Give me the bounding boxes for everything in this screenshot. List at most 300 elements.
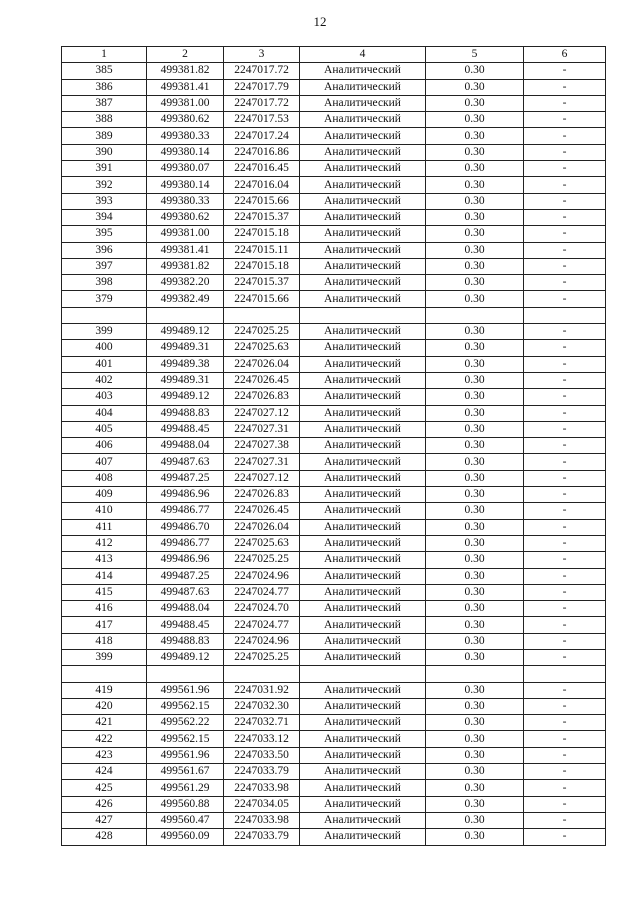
table-cell: 2247026.04 [224,356,300,372]
table-cell: 0.30 [426,633,524,649]
table-cell: - [524,112,606,128]
page-number: 12 [313,14,327,29]
table-cell: 396 [62,242,147,258]
table-cell [62,666,147,682]
table-cell: 499489.12 [147,324,224,340]
table-cell: 2247024.96 [224,568,300,584]
table-row [62,421,606,437]
table-cell: 2247025.63 [224,535,300,551]
table-cell: 499488.83 [147,633,224,649]
table-row [62,307,606,323]
table-cell: 397 [62,258,147,274]
table-cell: Аналитический [300,649,426,665]
table-cell: - [524,324,606,340]
table-cell: 0.30 [426,405,524,421]
table-cell: 386 [62,79,147,95]
table-row [62,633,606,649]
table-cell: - [524,209,606,225]
table-row [62,226,606,242]
table-cell: 405 [62,421,147,437]
table-cell: Аналитический [300,79,426,95]
table-cell: 499489.12 [147,389,224,405]
table-cell: 499380.33 [147,128,224,144]
table-cell: 2247032.30 [224,698,300,714]
table-cell: Аналитический [300,796,426,812]
table-row [62,340,606,356]
table-cell: - [524,421,606,437]
table-cell: 411 [62,519,147,535]
table-cell: 2247033.79 [224,829,300,845]
table-row [62,161,606,177]
table-cell: - [524,128,606,144]
table-cell: 410 [62,503,147,519]
table-cell: Аналитический [300,503,426,519]
table-cell: - [524,487,606,503]
table-cell: 2247025.25 [224,324,300,340]
table-cell: 2247026.83 [224,487,300,503]
table-cell: 400 [62,340,147,356]
table-cell: 412 [62,535,147,551]
table-cell: Аналитический [300,291,426,307]
table-cell: Аналитический [300,226,426,242]
table-cell: 399 [62,649,147,665]
table-cell: 0.30 [426,128,524,144]
table-cell: 0.30 [426,275,524,291]
table-cell [224,666,300,682]
table-cell: Аналитический [300,601,426,617]
table-cell: - [524,275,606,291]
table-row [62,95,606,111]
table-cell: 2247017.79 [224,79,300,95]
table-cell: 499561.29 [147,780,224,796]
table-cell [147,666,224,682]
table-cell: 2247024.77 [224,617,300,633]
table-cell: Аналитический [300,389,426,405]
table-cell [524,307,606,323]
table-cell: 2247031.92 [224,682,300,698]
table-cell: Аналитический [300,747,426,763]
table-cell: Аналитический [300,584,426,600]
table-row [62,209,606,225]
table-cell: 427 [62,812,147,828]
table-cell [147,307,224,323]
table-cell: 2247027.31 [224,454,300,470]
table-cell: 499489.31 [147,340,224,356]
table-cell: 2247024.70 [224,601,300,617]
table-cell: 0.30 [426,812,524,828]
table-row [62,731,606,747]
table-cell: 0.30 [426,454,524,470]
table-cell: Аналитический [300,340,426,356]
table-cell: 406 [62,438,147,454]
table-row [62,698,606,714]
table-cell: 422 [62,731,147,747]
table-row [62,487,606,503]
table-cell: 420 [62,698,147,714]
table-cell: 394 [62,209,147,225]
table-row [62,764,606,780]
table-cell: Аналитический [300,617,426,633]
table-cell: - [524,535,606,551]
table-row [62,258,606,274]
table-cell: 408 [62,470,147,486]
table-cell: 0.30 [426,698,524,714]
table-cell: 2247024.96 [224,633,300,649]
table-cell: Аналитический [300,682,426,698]
table-header-row [62,47,606,63]
table-cell: Аналитический [300,519,426,535]
table-cell: 499561.67 [147,764,224,780]
table-row [62,438,606,454]
table-cell: 499562.15 [147,731,224,747]
table-cell: 499560.88 [147,796,224,812]
table-cell: 390 [62,144,147,160]
table-cell: 403 [62,389,147,405]
table-cell: 413 [62,552,147,568]
table-cell: Аналитический [300,161,426,177]
table-row [62,470,606,486]
table-cell: 2247024.77 [224,584,300,600]
table-cell: 2247015.37 [224,209,300,225]
table-cell: Аналитический [300,112,426,128]
column-header: 5 [426,47,524,63]
table-cell: 499488.45 [147,421,224,437]
table-row [62,193,606,209]
table-cell: - [524,552,606,568]
table-cell: 0.30 [426,291,524,307]
table-cell: 499487.25 [147,568,224,584]
table-cell: 419 [62,682,147,698]
table-cell: 0.30 [426,764,524,780]
table-cell: 426 [62,796,147,812]
table-cell: 0.30 [426,144,524,160]
table-row [62,112,606,128]
table-cell: 392 [62,177,147,193]
table-row [62,796,606,812]
table-row [62,715,606,731]
table-cell: 0.30 [426,258,524,274]
table-cell: 417 [62,617,147,633]
table-cell: 402 [62,372,147,388]
table-row [62,519,606,535]
table-cell: 499488.04 [147,601,224,617]
table-cell: 0.30 [426,715,524,731]
table-cell: 2247015.66 [224,291,300,307]
table-cell: 499487.25 [147,470,224,486]
table-cell: Аналитический [300,128,426,144]
table-cell: 0.30 [426,829,524,845]
table-cell: 0.30 [426,487,524,503]
table-cell: 499561.96 [147,747,224,763]
column-header: 2 [147,47,224,63]
table-cell: 424 [62,764,147,780]
table-cell: 0.30 [426,389,524,405]
table-cell [62,307,147,323]
table-row [62,405,606,421]
table-cell: 407 [62,454,147,470]
table-cell: 0.30 [426,95,524,111]
table-cell: Аналитический [300,258,426,274]
table-cell: 2247016.04 [224,177,300,193]
table-cell: Аналитический [300,764,426,780]
table-cell: 499562.15 [147,698,224,714]
table-cell: Аналитический [300,405,426,421]
table-cell: 499380.14 [147,144,224,160]
table-cell: - [524,470,606,486]
table-cell [426,307,524,323]
table-cell: 2247015.18 [224,226,300,242]
table-row [62,242,606,258]
table-cell: Аналитический [300,633,426,649]
table-cell: Аналитический [300,568,426,584]
table-row [62,535,606,551]
table-cell: 0.30 [426,503,524,519]
table-cell: - [524,584,606,600]
table-cell: - [524,177,606,193]
table-cell: 499560.09 [147,829,224,845]
table-cell: 2247015.37 [224,275,300,291]
table-cell: - [524,79,606,95]
table-cell: 421 [62,715,147,731]
table-row [62,324,606,340]
table-cell: 2247027.12 [224,405,300,421]
table-cell: 2247027.31 [224,421,300,437]
table-cell: 499488.04 [147,438,224,454]
table-cell: - [524,340,606,356]
table-cell: Аналитический [300,535,426,551]
table-cell: 0.30 [426,731,524,747]
table-cell: - [524,454,606,470]
table-cell: 2247017.72 [224,63,300,79]
table-cell: - [524,519,606,535]
table-row [62,63,606,79]
table-row [62,584,606,600]
table-cell: - [524,405,606,421]
table-row [62,144,606,160]
table-cell: 2247016.45 [224,161,300,177]
table-cell: 2247016.86 [224,144,300,160]
table-cell: Аналитический [300,454,426,470]
table-cell: 0.30 [426,649,524,665]
table-cell: Аналитический [300,715,426,731]
table-cell: - [524,161,606,177]
table-cell: 499488.83 [147,405,224,421]
table-cell: - [524,715,606,731]
table-cell: 499381.41 [147,242,224,258]
table-cell: - [524,226,606,242]
table-cell: - [524,438,606,454]
table-cell: Аналитический [300,780,426,796]
table-cell: - [524,617,606,633]
table-cell: 499381.00 [147,95,224,111]
table-cell: 0.30 [426,193,524,209]
table-cell: - [524,812,606,828]
table-row [62,356,606,372]
table-cell: 2247026.04 [224,519,300,535]
table-cell: 0.30 [426,438,524,454]
table-cell: 399 [62,324,147,340]
table-cell: Аналитический [300,829,426,845]
table-cell: Аналитический [300,356,426,372]
table-row [62,389,606,405]
table-cell: 0.30 [426,112,524,128]
column-header: 3 [224,47,300,63]
table-cell: 499486.70 [147,519,224,535]
table-cell: Аналитический [300,438,426,454]
table-cell: 2247025.25 [224,649,300,665]
table-row [62,177,606,193]
table-cell: 0.30 [426,519,524,535]
table-cell: Аналитический [300,242,426,258]
table-row [62,454,606,470]
table-cell: - [524,601,606,617]
table-cell: 0.30 [426,242,524,258]
table-cell: 499561.96 [147,682,224,698]
table-row [62,747,606,763]
table-row [62,552,606,568]
table-cell: 0.30 [426,601,524,617]
table-cell: 0.30 [426,780,524,796]
table-cell: 2247017.72 [224,95,300,111]
coordinates-table [61,46,606,846]
table-cell: 389 [62,128,147,144]
table-cell: 2247015.66 [224,193,300,209]
table-row [62,682,606,698]
column-header: 4 [300,47,426,63]
table-cell: 418 [62,633,147,649]
table-cell: 404 [62,405,147,421]
table-cell: Аналитический [300,812,426,828]
table-cell: 499380.14 [147,177,224,193]
table-cell: Аналитический [300,193,426,209]
table-cell: 391 [62,161,147,177]
table-cell: 423 [62,747,147,763]
table-cell: 499382.49 [147,291,224,307]
table-cell: 0.30 [426,747,524,763]
table-cell: - [524,698,606,714]
table-cell: 499380.33 [147,193,224,209]
table-cell [224,307,300,323]
table-cell: 499486.77 [147,535,224,551]
table-cell: Аналитический [300,324,426,340]
table-row [62,666,606,682]
table-cell: Аналитический [300,421,426,437]
table-cell: - [524,568,606,584]
table-cell: - [524,372,606,388]
table-cell: - [524,144,606,160]
table-cell: - [524,242,606,258]
table-cell: 499486.77 [147,503,224,519]
table-cell: 2247032.71 [224,715,300,731]
table-cell: 0.30 [426,584,524,600]
table-cell: 499486.96 [147,487,224,503]
table-cell: 2247027.38 [224,438,300,454]
table-body [62,63,606,845]
table-cell: 401 [62,356,147,372]
table-cell: 2247033.12 [224,731,300,747]
table-cell: 0.30 [426,161,524,177]
table-cell: 2247033.79 [224,764,300,780]
table-row [62,601,606,617]
table-cell: 0.30 [426,226,524,242]
table-cell: - [524,503,606,519]
table-cell: - [524,258,606,274]
table-cell [300,666,426,682]
table-cell: - [524,649,606,665]
table-cell: 0.30 [426,682,524,698]
table-cell: Аналитический [300,63,426,79]
table-cell: - [524,63,606,79]
table-row [62,79,606,95]
table-cell: 0.30 [426,324,524,340]
table-row [62,829,606,845]
table-cell: Аналитический [300,209,426,225]
table-cell: - [524,291,606,307]
table-cell: 2247033.50 [224,747,300,763]
table-cell: Аналитический [300,372,426,388]
table-row [62,372,606,388]
table-cell: Аналитический [300,731,426,747]
table-cell: 499486.96 [147,552,224,568]
table-cell: 0.30 [426,535,524,551]
table-cell: 2247027.12 [224,470,300,486]
table-row [62,503,606,519]
table-cell: - [524,829,606,845]
table-cell: 499488.45 [147,617,224,633]
table-cell: 385 [62,63,147,79]
table-cell: - [524,780,606,796]
table-row [62,291,606,307]
table-cell: 398 [62,275,147,291]
table-cell: 499560.47 [147,812,224,828]
table-row [62,649,606,665]
table-cell: 499382.20 [147,275,224,291]
table-cell: 0.30 [426,79,524,95]
table-cell: 499489.12 [147,649,224,665]
table-cell: 388 [62,112,147,128]
table-cell: 0.30 [426,470,524,486]
table-cell: 0.30 [426,209,524,225]
table-cell [300,307,426,323]
table-cell: - [524,633,606,649]
table-cell: 499489.38 [147,356,224,372]
table-cell: 2247026.45 [224,503,300,519]
table-cell: - [524,389,606,405]
table-cell: 499489.31 [147,372,224,388]
column-header: 1 [62,47,147,63]
table-cell: 499380.62 [147,112,224,128]
table-cell: - [524,682,606,698]
table-cell: 2247025.25 [224,552,300,568]
table-cell: Аналитический [300,95,426,111]
table-cell: - [524,796,606,812]
table-cell: 499562.22 [147,715,224,731]
table-cell: 0.30 [426,63,524,79]
table-cell: 499487.63 [147,454,224,470]
table-cell: 393 [62,193,147,209]
table-cell: 499381.82 [147,258,224,274]
table-cell: 0.30 [426,552,524,568]
table-cell [524,666,606,682]
table-cell: 2247015.18 [224,258,300,274]
table-cell: 0.30 [426,617,524,633]
table-cell: 409 [62,487,147,503]
table-cell: 415 [62,584,147,600]
table-row [62,780,606,796]
table-cell: 387 [62,95,147,111]
table-row [62,275,606,291]
table-cell: - [524,193,606,209]
